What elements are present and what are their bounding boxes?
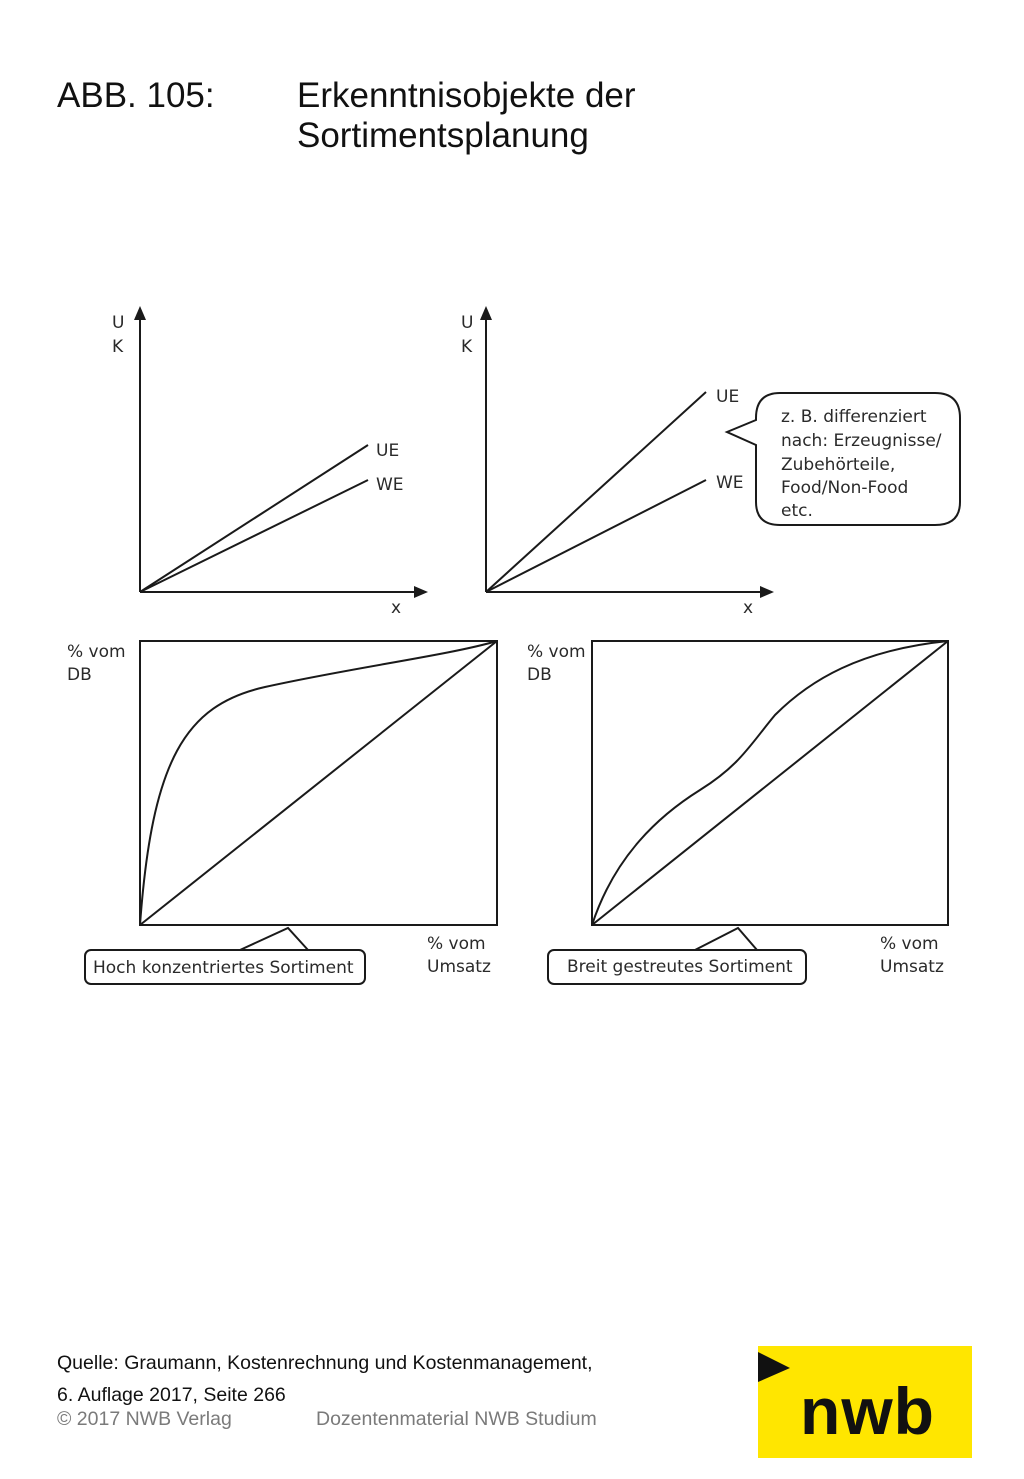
tr-we-label: WE — [716, 473, 744, 493]
tl-y-label-u: U — [112, 313, 125, 333]
tl-y-label-k: K — [112, 337, 124, 357]
tl-y-arrow-icon — [134, 306, 146, 320]
br-diagonal — [592, 641, 948, 925]
tl-x-arrow-icon — [414, 586, 428, 598]
tl-we-label: WE — [376, 475, 404, 495]
br-x-label-2: Umsatz — [880, 957, 944, 977]
tr-y-label-k: K — [461, 337, 473, 357]
tl-x-label: x — [391, 598, 402, 618]
tl-ue-label: UE — [376, 441, 400, 461]
br-caption-pointer — [695, 928, 757, 950]
bl-x-label-1: % vom — [427, 934, 486, 954]
tr-we-line — [486, 480, 706, 592]
br-x-label-1: % vom — [880, 934, 939, 954]
callout-line-5: etc. — [781, 501, 813, 521]
logo-text: nwb — [800, 1374, 935, 1448]
tr-x-label: x — [743, 598, 754, 618]
br-y-label-2: DB — [527, 665, 552, 685]
tr-ue-label: UE — [716, 387, 740, 407]
tr-x-arrow-icon — [760, 586, 774, 598]
nwb-logo — [758, 1346, 972, 1458]
material-note: Dozentenmaterial NWB Studium — [316, 1408, 597, 1430]
callout-line-1: z. B. differenziert — [781, 407, 927, 427]
bl-caption-pointer — [240, 928, 308, 950]
tl-we-line — [140, 480, 368, 592]
tr-y-label-u: U — [461, 313, 474, 333]
br-y-label-1: % vom — [527, 642, 586, 662]
bl-diagonal — [140, 641, 497, 925]
br-caption: Breit gestreutes Sortiment — [567, 957, 793, 977]
figure-title-line2: Sortimentsplanung — [297, 116, 589, 155]
tr-ue-line — [486, 392, 706, 592]
callout-line-3: Zubehörteile, — [781, 455, 896, 475]
source-line-1: Quelle: Graumann, Kostenrechnung und Kostenmanagement, — [57, 1352, 593, 1374]
tr-y-arrow-icon — [480, 306, 492, 320]
figure-number: ABB. 105: — [57, 76, 215, 115]
bl-caption: Hoch konzentriertes Sortiment — [93, 958, 354, 978]
tl-ue-line — [140, 445, 368, 592]
callout-line-4: Food/Non-Food — [781, 478, 909, 498]
source-line-2: 6. Auflage 2017, Seite 266 — [57, 1384, 286, 1406]
bl-x-label-2: Umsatz — [427, 957, 491, 977]
bl-y-label-1: % vom — [67, 642, 126, 662]
callout-line-2: nach: Erzeugnisse/ — [781, 431, 942, 451]
figure-title-line1: Erkenntnisobjekte der — [297, 76, 636, 115]
copyright: © 2017 NWB Verlag — [57, 1408, 232, 1430]
logo-triangle-icon — [758, 1352, 790, 1382]
bl-y-label-2: DB — [67, 665, 92, 685]
